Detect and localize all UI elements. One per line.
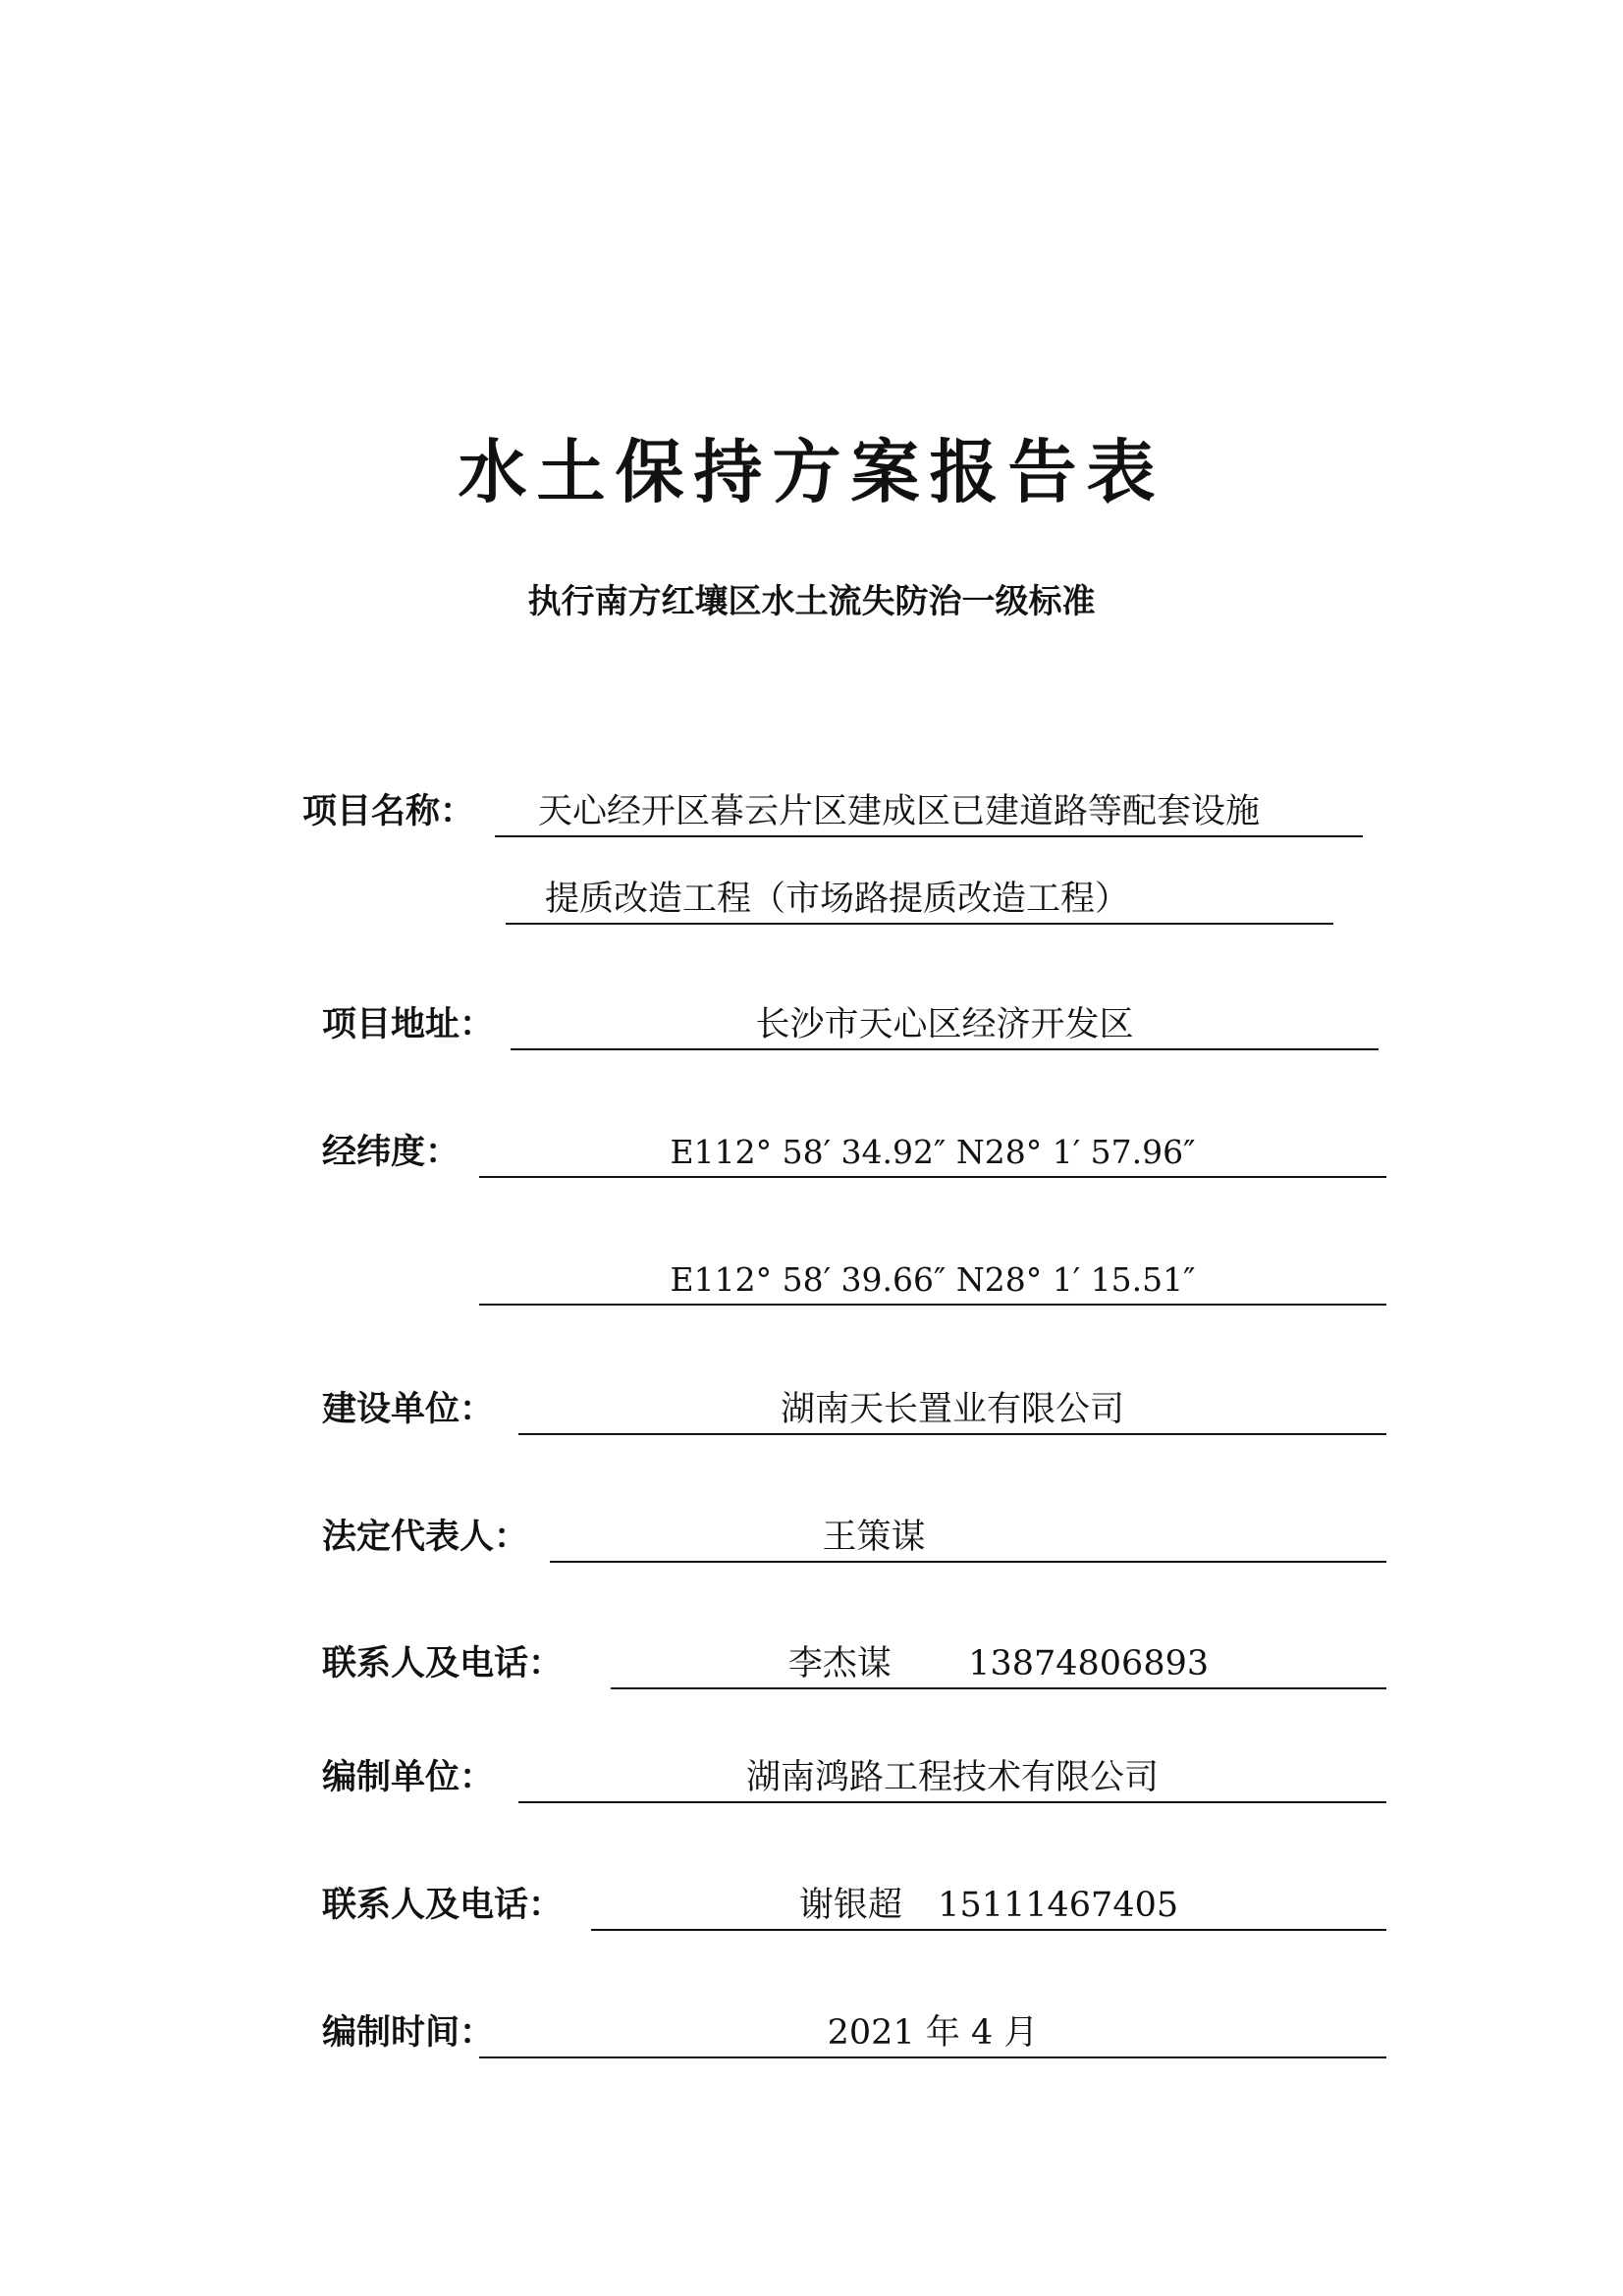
coordinates-label: 经纬度： — [322, 1133, 460, 1172]
legal-representative-value — [550, 1515, 1386, 1563]
contact-2-value — [591, 1883, 1386, 1931]
project-address-label: 项目地址： — [322, 1005, 495, 1044]
contact-2-label: 联系人及电话： — [322, 1886, 564, 1925]
compile-date-value: 2021 年 4 月 — [479, 2010, 1386, 2058]
project-address-value: 长沙市天心区经济开发区 — [511, 1002, 1379, 1050]
document-subtitle: 执行南方红壤区水土流失防治一级标准 — [527, 582, 1096, 621]
contact-2-phone: 15111467405 — [938, 1886, 1179, 1925]
coordinates-line1: E112° 58′ 34.92″ N28° 1′ 57.96″ — [479, 1130, 1386, 1178]
contact-1-value — [611, 1641, 1386, 1689]
compiling-unit-value: 湖南鸿路工程技术有限公司 — [518, 1755, 1386, 1803]
legal-representative-label: 法定代表人： — [322, 1518, 529, 1557]
document-title: 水土保持方案报告表 — [458, 432, 1165, 512]
legal-representative-name: 王策谋 — [822, 1518, 926, 1557]
contact-1-name: 李杰谋 — [787, 1644, 892, 1683]
contact-1-phone: 13874806893 — [968, 1644, 1210, 1683]
construction-unit-label: 建设单位： — [322, 1390, 495, 1429]
coordinates-line2: E112° 58′ 39.66″ N28° 1′ 15.51″ — [479, 1257, 1386, 1306]
contact-1-label: 联系人及电话： — [322, 1644, 564, 1683]
project-name-line1: 天心经开区暮云片区建成区已建道路等配套设施 — [495, 789, 1363, 837]
compiling-unit-label: 编制单位： — [322, 1758, 495, 1797]
project-name-line2: 提质改造工程（市场路提质改造工程） — [506, 877, 1333, 925]
contact-2-name: 谢银超 — [798, 1886, 902, 1925]
construction-unit-value: 湖南天长置业有限公司 — [518, 1387, 1386, 1435]
compile-date-label: 编制时间： — [322, 2013, 495, 2053]
project-name-label: 项目名称： — [302, 792, 475, 831]
